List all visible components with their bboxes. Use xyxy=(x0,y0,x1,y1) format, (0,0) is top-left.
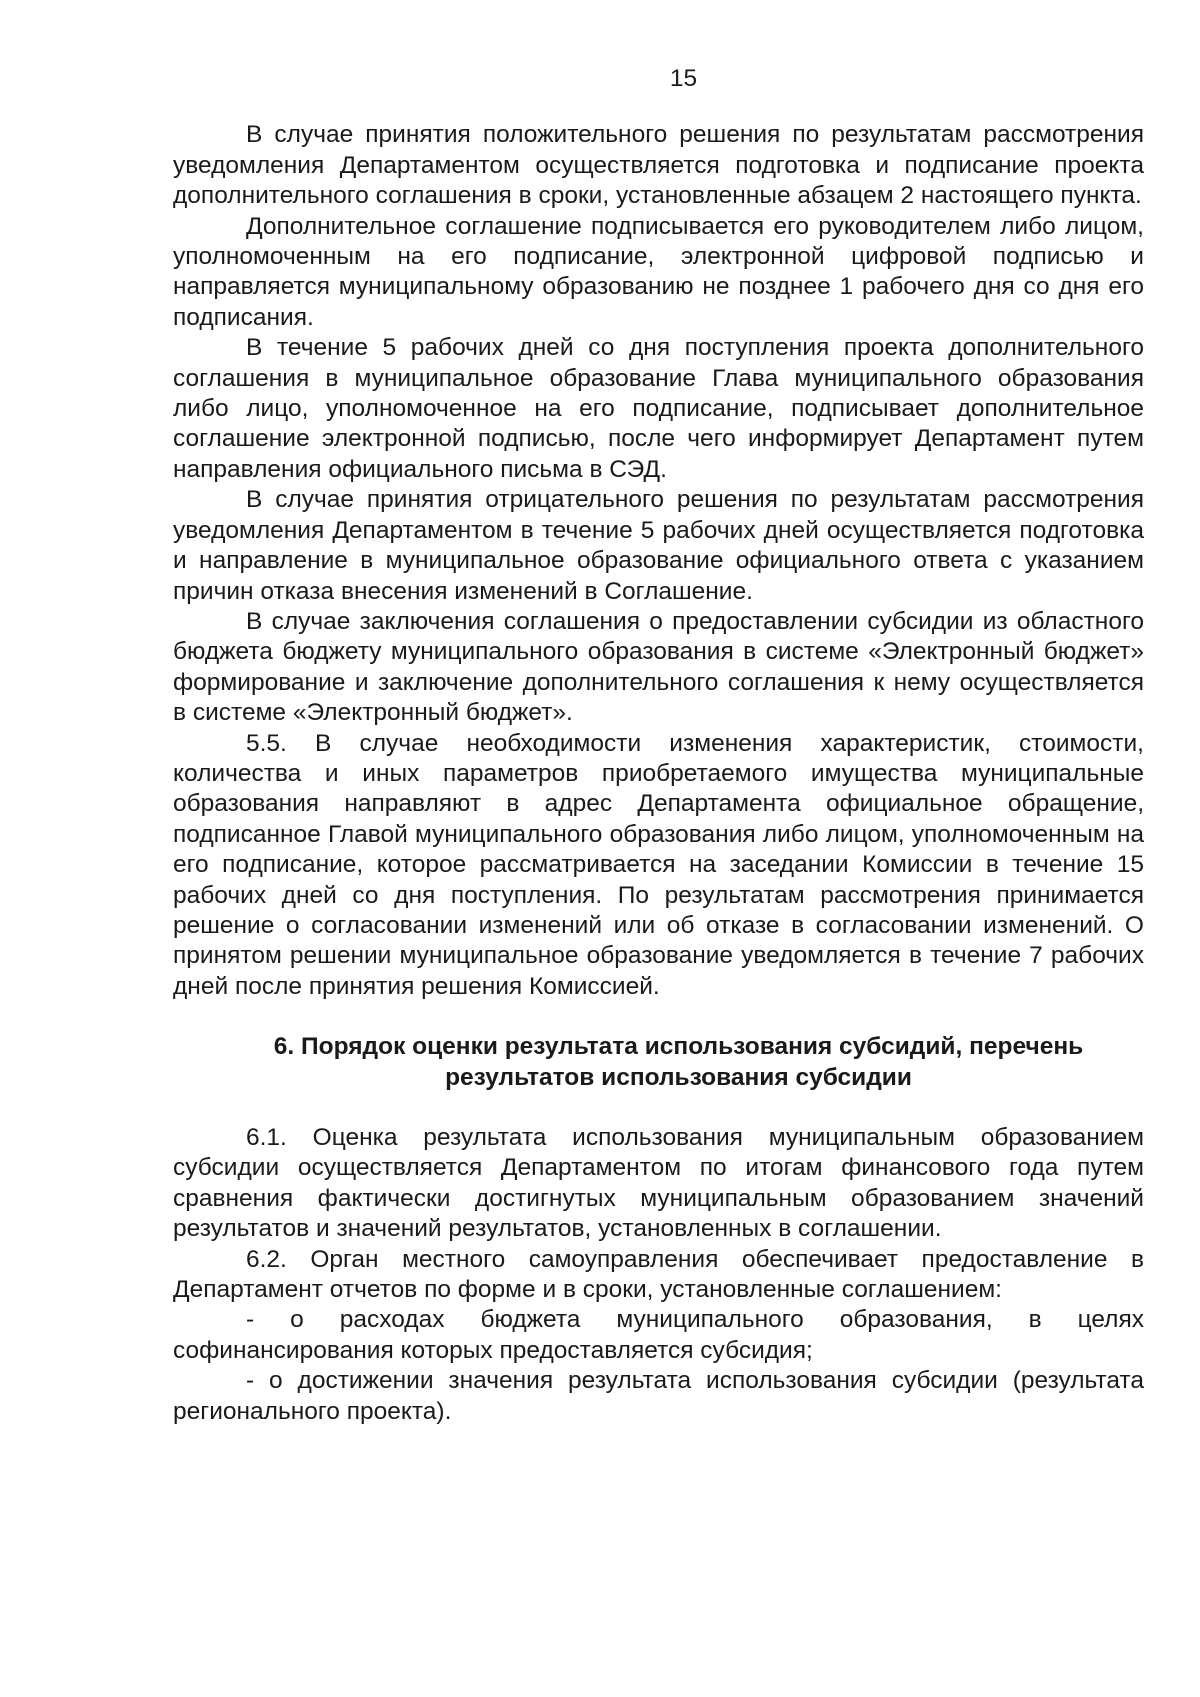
paragraph: Дополнительное соглашение подписывается его руководителем либо лицом, уполномоченным на его подписание, электронной цифровой подписью и направляется муниципальному образованию не позднее 1 рабочего дня со дня его подписания. xyxy=(173,212,1144,331)
paragraph: В случае принятия отрицательного решения по результатам рассмотрения уведомления Департаментом в течение 5 рабочих дней осуществляется подготовка и направление в муниципальное образование официального ответа с указанием причин отказа внесения изменений в Соглашение. xyxy=(173,486,1144,605)
paragraph: В случае принятия положительного решения по результатам рассмотрения уведомления Департаментом осуществляется подготовка и подписание проекта дополнительного соглашения в сроки, установленные абзацем 2 настоящего пункта. xyxy=(173,121,1144,210)
paragraph: 6.2. Орган местного самоуправления обеспечивает предоставление в Департамент отчетов по форме и в сроки, установленные соглашением: xyxy=(173,1245,1144,1304)
paragraph: В случае заключения соглашения о предоставлении субсидии из областного бюджета бюджету муниципального образования в системе «Электронный бюджет» формирование и заключение дополнительного соглашения к нему осуществляется в системе «Электронный бюджет». xyxy=(173,607,1144,727)
paragraph: В течение 5 рабочих дней со дня поступления проекта дополнительного соглашения в муниципальное образование Глава муниципального образования либо лицо, уполномоченное на его подписание, подписывает дополнительное соглашение электронной подписью, после чего информирует Департамент путем направления официального письма в СЭД. xyxy=(173,334,1144,483)
section-heading: 6. Порядок оценки результата использования субсидий, перечень результатов использования субсидии xyxy=(273,1033,1084,1091)
list-item: - о достижении значения результата использования субсидии (результата регионального проекта). xyxy=(173,1367,1144,1425)
list-item: - о расходах бюджета муниципального образования, в целях софинансирования которых предоставляется субсидия; xyxy=(173,1306,1144,1364)
paragraph: 5.5. В случае необходимости изменения характеристик, стоимости, количества и иных параметров приобретаемого имущества муниципальные образования направляют в адрес Департамента официальное обращение, подписанное Главой муниципального образования либо лицом, уполномоченным на его подписание, которое рассматривается на заседании Комиссии в течение 15 рабочих дней со дня поступления. По результатам рассмотрения принимается решение о согласовании изменений или об отказе в согласовании изменений. О принятом решении муниципальное образование уведомляется в течение 7 рабочих дней после принятия решения Комиссией. xyxy=(173,729,1144,1000)
document-page xyxy=(173,64,1144,1427)
page-number: 15 xyxy=(669,65,698,92)
paragraph: 6.1. Оценка результата использования муниципальным образованием субсидии осуществляется Департаментом по итогам финансового года путем сравнения фактически достигнутых муниципальным образованием значений результатов и значений результатов, установленных в соглашении. xyxy=(173,1124,1144,1243)
